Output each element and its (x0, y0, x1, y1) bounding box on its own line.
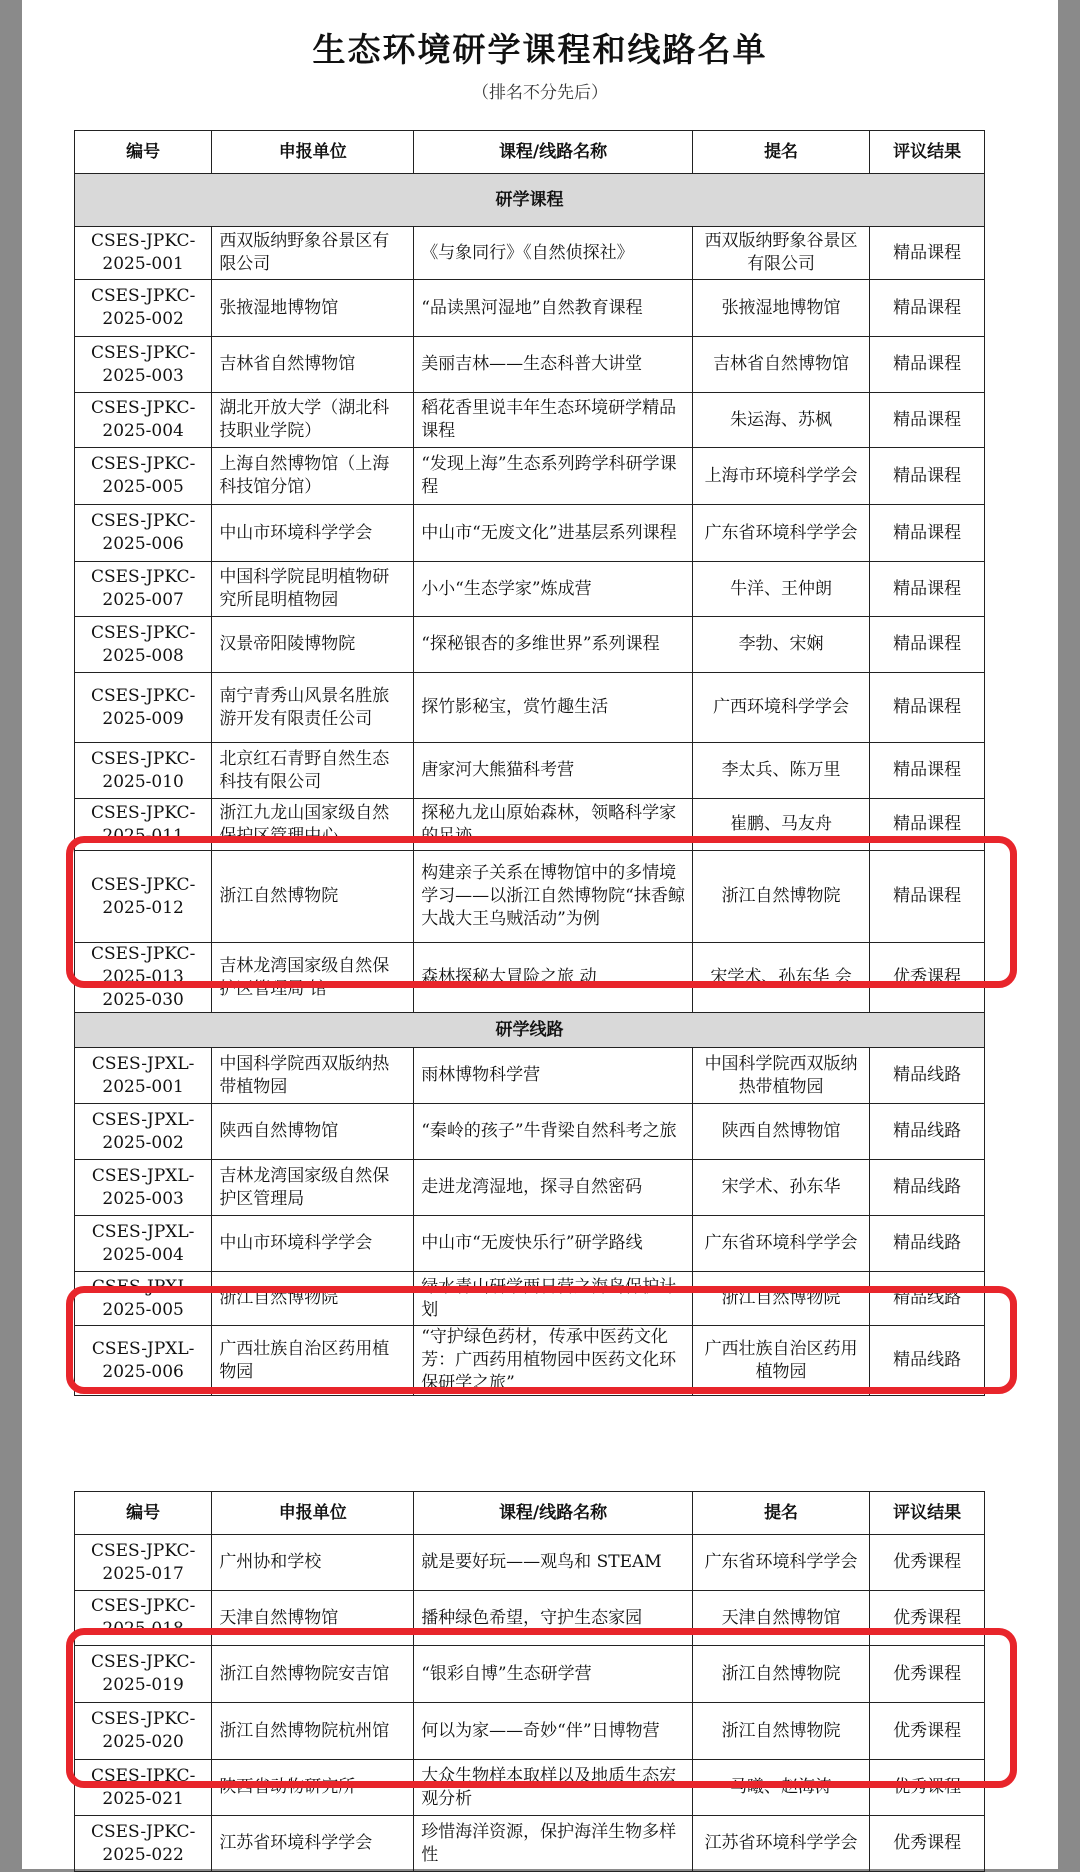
row-id-cell: CSES-JPKC-2025-017 (75, 1535, 212, 1591)
table-row (75, 743, 985, 799)
table-row (75, 1216, 985, 1272)
row-unit-cell: 天津自然博物馆 (212, 1591, 414, 1646)
row-result-cell: 精品课程 (870, 799, 985, 851)
row-name-cell: 构建亲子关系在博物馆中的多情境学习——以浙江自然博物院“抹香鲸大战大王乌贼活动”为例 (414, 851, 693, 943)
row-name-cell: 小小“生态学家”炼成营 (414, 562, 693, 617)
row-result-cell: 精品课程 (870, 673, 985, 743)
row-result-cell: 精品课程 (870, 505, 985, 562)
row-id-cell: CSES-JPKC-2025-010 (75, 743, 212, 799)
row-id-cell: CSES-JPKC-2025-007 (75, 562, 212, 617)
row-unit-cell: 江苏省环境科学学会 (212, 1816, 414, 1872)
table-row (75, 227, 985, 280)
highlight-box-kc012 (66, 836, 1017, 988)
row-unit-cell: 浙江自然博物院安吉馆 (212, 1646, 414, 1703)
row-unit-cell: 张掖湿地博物馆 (212, 280, 414, 337)
row-name-cell: 中山市“无废快乐行”研学路线 (414, 1216, 693, 1272)
row-nominee-cell: 马曦、赵海涛 (692, 1760, 869, 1816)
row-nominee-cell: 浙江自然博物院 (692, 1272, 869, 1326)
row-id-cell: CSES-JPKC-2025-006 (75, 505, 212, 562)
row-unit-cell: 中山市环境科学学会 (212, 505, 414, 562)
row-nominee-cell: 张掖湿地博物馆 (692, 280, 869, 337)
row-name-cell: “秦岭的孩子”牛背梁自然科考之旅 (414, 1104, 693, 1160)
row-result-cell: 精品线路 (870, 1326, 985, 1396)
row-nominee-cell: 崔鹏、马友舟 (692, 799, 869, 851)
section-row (75, 174, 985, 227)
row-unit-cell: 浙江自然博物院 (212, 1272, 414, 1326)
table-row (75, 1535, 985, 1591)
row-id-cell: CSES-JPXL-2025-003 (75, 1160, 212, 1216)
row-result-cell: 精品课程 (870, 337, 985, 393)
row-unit-cell: 广西壮族自治区药用植物园 (212, 1326, 414, 1396)
row-result-cell: 精品课程 (870, 743, 985, 799)
row-nominee-cell: 广东省环境科学学会 (692, 1216, 869, 1272)
row-name-cell: 就是要好玩——观鸟和 STEAM (414, 1535, 693, 1591)
row-unit-cell: 湖北开放大学（湖北科技职业学院） (212, 393, 414, 448)
row-result-cell: 优秀课程 (870, 1760, 985, 1816)
row-result-cell: 优秀课程 (870, 943, 985, 1013)
row-nominee-cell: 天津自然博物馆 (692, 1591, 869, 1646)
row-unit-cell: 吉林龙湾国家级自然保护区管理局 (212, 1160, 414, 1216)
row-result-cell: 精品线路 (870, 1104, 985, 1160)
row-nominee-cell: 朱运海、苏枫 (692, 393, 869, 448)
page-subtitle: （排名不分先后） (472, 83, 608, 103)
row-unit-cell: 中山市环境科学学会 (212, 1216, 414, 1272)
row-nominee-cell: 广东省环境科学学会 (692, 1535, 869, 1591)
row-id-cell: CSES-JPKC-2025-012 (75, 851, 212, 943)
row-nominee-cell: 宋学术、孙东华 会 (692, 943, 869, 1013)
row-id-cell: CSES-JPKC-2025-005 (75, 448, 212, 505)
row-name-cell: “发现上海”生态系列跨学科研学课程 (414, 448, 693, 505)
table-header-row (75, 1492, 985, 1535)
header-result: 评议结果 (870, 131, 985, 174)
row-unit-cell: 上海自然博物馆（上海科技馆分馆） (212, 448, 414, 505)
row-name-cell: “守护绿色药材，传承中医药文化芳：广西药用植物园中医药文化环保研学之旅” (414, 1326, 693, 1396)
row-result-cell: 精品线路 (870, 1048, 985, 1104)
table-row (75, 1160, 985, 1216)
row-id-cell: CSES-JPKC-2025-001 (75, 227, 212, 280)
table-header-row (75, 131, 985, 174)
table-row (75, 448, 985, 505)
header-id: 编号 (75, 1492, 212, 1535)
row-name-cell: “探秘银杏的多维世界”系列课程 (414, 617, 693, 673)
highlight-box-xl005 (66, 1286, 1017, 1394)
row-id-cell: CSES-JPXL-2025-006 (75, 1326, 212, 1396)
course-route-table (74, 130, 985, 1396)
row-name-cell: “银彩自博”生态研学营 (414, 1646, 693, 1703)
row-id-cell: CSES-JPKC-2025-019 (75, 1646, 212, 1703)
table-row (75, 562, 985, 617)
row-unit-cell: 中国科学院西双版纳热带植物园 (212, 1048, 414, 1104)
table-row (75, 673, 985, 743)
section-label: 研学课程 (75, 174, 985, 227)
row-result-cell: 精品课程 (870, 280, 985, 337)
row-unit-cell: 浙江九龙山国家级自然保护区管理中心 (212, 799, 414, 851)
header-result: 评议结果 (870, 1492, 985, 1535)
row-name-cell: “品读黑河湿地”自然教育课程 (414, 280, 693, 337)
row-id-cell: CSES-JPKC-2025-002 (75, 280, 212, 337)
row-name-cell: 雨林博物科学营 (414, 1048, 693, 1104)
row-result-cell: 精品线路 (870, 1160, 985, 1216)
row-name-cell: 何以为家——奇妙“伴”日博物营 (414, 1703, 693, 1760)
table-row (75, 1816, 985, 1872)
row-unit-cell: 浙江自然博物院 (212, 851, 414, 943)
row-nominee-cell: 李太兵、陈万里 (692, 743, 869, 799)
row-id-cell: CSES-JPKC-2025-020 (75, 1703, 212, 1760)
row-name-cell: 珍惜海洋资源，保护海洋生物多样性 (414, 1816, 693, 1872)
row-result-cell: 精品课程 (870, 851, 985, 943)
header-unit: 申报单位 (212, 1492, 414, 1535)
row-nominee-cell: 广东省环境科学学会 (692, 505, 869, 562)
row-name-cell: 《与象同行》《自然侦探社》 (414, 227, 693, 280)
row-result-cell: 精品课程 (870, 393, 985, 448)
row-id-cell: CSES-JPKC-2025-009 (75, 673, 212, 743)
row-id-cell: CSES-JPKC-2025-013 2025-030 (75, 943, 212, 1013)
row-id-cell: CSES-JPXL-2025-002 (75, 1104, 212, 1160)
header-id: 编号 (75, 131, 212, 174)
row-name-cell: 探秘九龙山原始森林，领略科学家的足迹 (414, 799, 693, 851)
row-unit-cell: 吉林省自然博物馆 (212, 337, 414, 393)
row-id-cell: CSES-JPKC-2025-011 (75, 799, 212, 851)
row-result-cell: 精品线路 (870, 1216, 985, 1272)
page-title: 生态环境研学课程和线路名单 (312, 30, 768, 69)
row-unit-cell: 陕西省动物研究所 (212, 1760, 414, 1816)
table-row (75, 280, 985, 337)
row-name-cell: 绿水青山研学两日营之海岛保护计划 (414, 1272, 693, 1326)
row-id-cell: CSES-JPKC-2025-003 (75, 337, 212, 393)
row-result-cell: 精品课程 (870, 562, 985, 617)
row-id-cell: CSES-JPKC-2025-008 (75, 617, 212, 673)
row-name-cell: 大众生物样本取样以及地质生态宏观分析 (414, 1760, 693, 1816)
row-unit-cell: 陕西自然博物馆 (212, 1104, 414, 1160)
section-label: 研学线路 (75, 1013, 985, 1048)
row-unit-cell: 广州协和学校 (212, 1535, 414, 1591)
row-nominee-cell: 西双版纳野象谷景区有限公司 (692, 227, 869, 280)
row-id-cell: CSES-JPKC-2025-022 (75, 1816, 212, 1872)
row-id-cell: CSES-JPKC-2025-018 (75, 1591, 212, 1646)
row-nominee-cell: 浙江自然博物院 (692, 851, 869, 943)
row-result-cell: 优秀课程 (870, 1646, 985, 1703)
row-name-cell: 稻花香里说丰年生态环境研学精品课程 (414, 393, 693, 448)
row-nominee-cell: 吉林省自然博物馆 (692, 337, 869, 393)
row-name-cell: 走进龙湾湿地，探寻自然密码 (414, 1160, 693, 1216)
header-nominee: 提名 (692, 1492, 869, 1535)
row-result-cell: 精品线路 (870, 1272, 985, 1326)
header-name: 课程/线路名称 (414, 131, 693, 174)
table-row (75, 1104, 985, 1160)
row-unit-cell: 南宁青秀山风景名胜旅游开发有限责任公司 (212, 673, 414, 743)
row-id-cell: CSES-JPXL-2025-001 (75, 1048, 212, 1104)
row-unit-cell: 西双版纳野象谷景区有限公司 (212, 227, 414, 280)
row-nominee-cell: 广西壮族自治区药用植物园 (692, 1326, 869, 1396)
row-result-cell: 精品课程 (870, 227, 985, 280)
row-result-cell: 精品课程 (870, 617, 985, 673)
table-row (75, 617, 985, 673)
table-row (75, 1048, 985, 1104)
header-unit: 申报单位 (212, 131, 414, 174)
row-nominee-cell: 牛洋、王仲朗 (692, 562, 869, 617)
row-unit-cell: 汉景帝阳陵博物院 (212, 617, 414, 673)
row-id-cell: CSES-JPKC-2025-021 (75, 1760, 212, 1816)
row-nominee-cell: 宋学术、孙东华 (692, 1160, 869, 1216)
row-nominee-cell: 上海市环境科学学会 (692, 448, 869, 505)
table-row (75, 505, 985, 562)
row-nominee-cell: 浙江自然博物院 (692, 1703, 869, 1760)
row-id-cell: CSES-JPKC-2025-004 (75, 393, 212, 448)
header-nominee: 提名 (692, 131, 869, 174)
row-name-cell: 唐家河大熊猫科考营 (414, 743, 693, 799)
row-nominee-cell: 浙江自然博物院 (692, 1646, 869, 1703)
row-nominee-cell: 广西环境科学学会 (692, 673, 869, 743)
row-name-cell: 中山市“无废文化”进基层系列课程 (414, 505, 693, 562)
row-unit-cell: 中国科学院昆明植物研究所昆明植物园 (212, 562, 414, 617)
row-nominee-cell: 江苏省环境科学学会 (692, 1816, 869, 1872)
table-row (75, 393, 985, 448)
row-result-cell: 优秀课程 (870, 1703, 985, 1760)
table-row (75, 337, 985, 393)
row-unit-cell: 吉林龙湾国家级自然保护区管理局 馆 (212, 943, 414, 1013)
row-name-cell: 美丽吉林——生态科普大讲堂 (414, 337, 693, 393)
row-unit-cell: 浙江自然博物院杭州馆 (212, 1703, 414, 1760)
row-id-cell: CSES-JPXL-2025-005 (75, 1272, 212, 1326)
row-result-cell: 精品课程 (870, 448, 985, 505)
row-result-cell: 优秀课程 (870, 1816, 985, 1872)
row-name-cell: 森林探秘大冒险之旅 动 (414, 943, 693, 1013)
row-name-cell: 探竹影秘宝，赏竹趣生活 (414, 673, 693, 743)
row-nominee-cell: 陕西自然博物馆 (692, 1104, 869, 1160)
row-name-cell: 播种绿色希望，守护生态家园 (414, 1591, 693, 1646)
highlight-box-kc019-020 (66, 1628, 1017, 1788)
row-result-cell: 优秀课程 (870, 1535, 985, 1591)
row-id-cell: CSES-JPXL-2025-004 (75, 1216, 212, 1272)
row-nominee-cell: 李勃、宋娴 (692, 617, 869, 673)
header-name: 课程/线路名称 (414, 1492, 693, 1535)
row-unit-cell: 北京红石青野自然生态科技有限公司 (212, 743, 414, 799)
section-row (75, 1013, 985, 1048)
row-result-cell: 优秀课程 (870, 1591, 985, 1646)
row-nominee-cell: 中国科学院西双版纳热带植物园 (692, 1048, 869, 1104)
